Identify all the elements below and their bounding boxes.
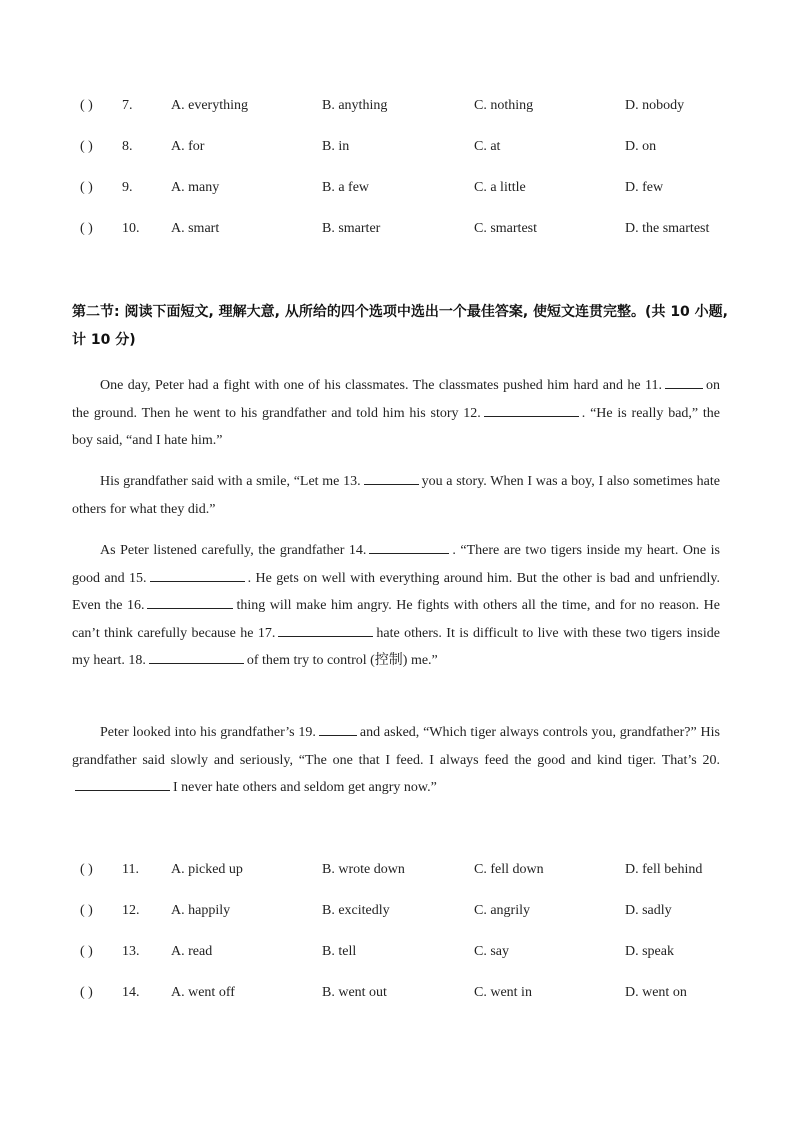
question-row (80, 900, 740, 922)
option-d: D. on (625, 139, 657, 154)
option-c: C. a little (474, 180, 526, 195)
answer-bracket[interactable]: ( ) (80, 221, 93, 236)
option-c: C. fell down (474, 862, 544, 877)
question-number: 10. (122, 221, 140, 236)
option-b: B. excitedly (322, 903, 390, 918)
option-b: B. went out (322, 985, 387, 1000)
option-d: D. the smartest (625, 221, 710, 236)
question-row (80, 859, 740, 881)
question-number: 12. (122, 903, 140, 918)
option-a: A. read (171, 944, 213, 959)
option-c: C. at (474, 139, 501, 154)
question-row (80, 941, 740, 963)
answer-bracket[interactable]: ( ) (80, 139, 93, 154)
blank-17[interactable] (278, 622, 373, 637)
passage-text: and asked, “Which tiger always controls you, grandfather?” His grandfather said slowly and seriously, “The one that I feed. I always feed the good and kind tiger. That’s 20. (72, 725, 720, 768)
passage-paragraph-3 (72, 537, 720, 675)
passage-text: . “He is really bad,” the boy said, “and I hate him.” (72, 405, 721, 448)
option-d: D. fell behind (625, 862, 703, 877)
passage-text: hate others. It is difficult to live with these two tigers inside my heart. 18. (72, 625, 720, 668)
question-number: 11. (122, 862, 139, 877)
blank-12[interactable] (484, 402, 579, 417)
passage-text: His grandfather said with a smile, “Let me 13. (100, 474, 361, 489)
passage-paragraph-2 (72, 468, 720, 523)
option-c: C. say (474, 944, 509, 959)
question-row (80, 95, 740, 117)
option-b: B. smarter (322, 221, 381, 236)
passage-text: thing will make him angry. He fights with others all the time, and for no reason. He can’t think carefully because he 17. (72, 598, 720, 641)
answer-bracket[interactable]: ( ) (80, 903, 93, 918)
section-heading: 第二节: 阅读下面短文, 理解大意, 从所给的四个选项中选出一个最佳答案, 使短文连贯完整。(共 10 小题, 计 10 分) (72, 304, 728, 348)
passage-text: One day, Peter had a fight with one of his classmates. The classmates pushed him hard and he 11. (100, 378, 662, 393)
blank-20[interactable] (75, 776, 170, 791)
passage-text: on the ground. Then he went to his grandfather and told him his story 12. (72, 378, 720, 421)
answer-bracket[interactable]: ( ) (80, 98, 93, 113)
option-b: B. in (322, 139, 350, 154)
question-row (80, 982, 740, 1004)
passage-text: Peter looked into his grandfather’s 19. (100, 725, 316, 740)
question-number: 9. (122, 180, 133, 195)
question-number: 7. (122, 98, 133, 113)
passage-text: . “There are two tigers inside my heart. One is good and 15. (72, 543, 720, 586)
passage-text: As Peter listened carefully, the grandfather 14. (100, 543, 367, 558)
option-b: B. a few (322, 180, 370, 195)
option-d: D. few (625, 180, 664, 195)
passage-text: you a story. When I was a boy, I also sometimes hate others for what they did.” (72, 474, 720, 517)
question-number: 13. (122, 944, 140, 959)
passage-text: of them try to control (控制) me.” (246, 653, 438, 668)
option-b: B. tell (322, 944, 357, 959)
blank-14[interactable] (369, 539, 449, 554)
answer-bracket[interactable]: ( ) (80, 180, 93, 195)
answer-bracket[interactable]: ( ) (80, 862, 93, 877)
passage-paragraph-1 (72, 372, 720, 455)
passage-text: I never hate others and seldom get angry now.” (173, 780, 437, 795)
option-c: C. angrily (474, 903, 530, 918)
question-number: 14. (122, 985, 140, 1000)
option-a: A. many (171, 180, 220, 195)
question-row (80, 218, 740, 240)
question-row (80, 177, 740, 199)
blank-11[interactable] (665, 374, 703, 389)
option-c: C. went in (474, 985, 532, 1000)
option-a: A. everything (171, 98, 248, 113)
question-number: 8. (122, 139, 133, 154)
option-c: C. nothing (474, 98, 534, 113)
answer-bracket[interactable]: ( ) (80, 985, 93, 1000)
option-d: D. speak (625, 944, 674, 959)
blank-16[interactable] (147, 594, 233, 609)
option-b: B. anything (322, 98, 388, 113)
blank-18[interactable] (149, 649, 244, 664)
passage-paragraph-4 (72, 719, 720, 802)
option-d: D. went on (625, 985, 687, 1000)
option-a: A. smart (171, 221, 220, 236)
question-row (80, 136, 740, 158)
answer-bracket[interactable]: ( ) (80, 944, 93, 959)
option-a: A. for (171, 139, 205, 154)
option-a: A. happily (171, 903, 231, 918)
option-a: A. picked up (171, 862, 243, 877)
option-a: A. went off (171, 985, 235, 1000)
option-c: C. smartest (474, 221, 537, 236)
blank-19[interactable] (319, 721, 357, 736)
passage-text: . He gets on well with everything around him. But the other is bad and unfriendly. Even the 16. (72, 570, 720, 613)
option-b: B. wrote down (322, 862, 405, 877)
blank-13[interactable] (364, 470, 419, 485)
blank-15[interactable] (150, 567, 245, 582)
option-d: D. sadly (625, 903, 672, 918)
option-d: D. nobody (625, 98, 685, 113)
